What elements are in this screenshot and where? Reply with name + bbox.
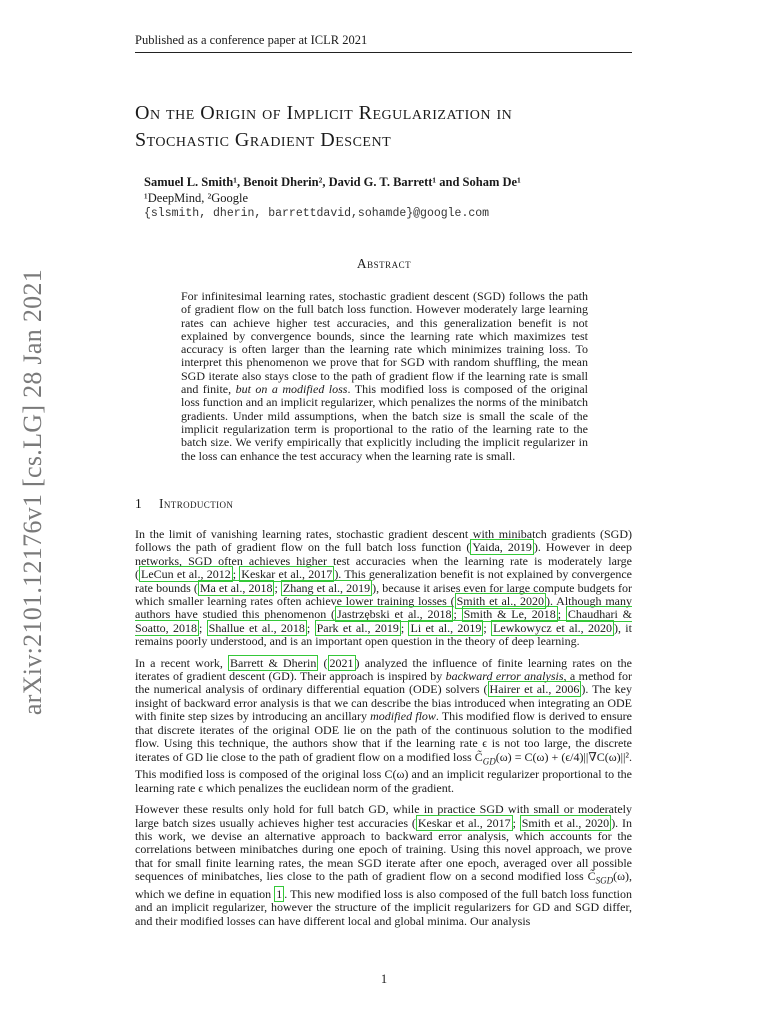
text: ; (483, 620, 492, 635)
body-text (135, 528, 632, 936)
text: ; (400, 620, 409, 635)
text: (ω), which we define in equation (135, 869, 632, 901)
section-title: Introduction (159, 496, 234, 511)
citation-link[interactable]: Keskar et al., 2017 (417, 815, 511, 830)
abstract-heading: Abstract (356, 256, 412, 271)
citation-link[interactable]: Jastrzębski et al., 2018 (337, 607, 452, 622)
text: ). However in deep networks, SGD often achieves higher test accuracies when the learning rate is moderately large ( (135, 540, 632, 582)
author-names: Samuel L. Smith¹, Benoit Dherin², David G. T. Barrett¹ and Soham De¹ (144, 175, 521, 189)
text: ), because it arises even for large compute budgets for which smaller learning rates often achieve lower training losses ( (135, 580, 633, 609)
arxiv-identifier-sidebar (4, 268, 62, 716)
text: ; (557, 607, 566, 622)
citation-link[interactable]: Smith & Le, 2018 (463, 607, 556, 622)
subscript: SGD (595, 875, 614, 886)
author-affiliations: ¹DeepMind, ²Google (144, 191, 249, 205)
text: ). This generalization benefit is not explained by convergence rate bounds ( (135, 567, 632, 595)
text: ; (198, 620, 207, 635)
citation-link[interactable]: Li et al., 2019 (410, 620, 482, 635)
citation-link[interactable]: Yaida, 2019 (472, 540, 532, 555)
subscript: GD (482, 755, 496, 766)
abstract-text: For infinitesimal learning rates, stochastic gradient descent (SGD) follows the path of gradient flow on the full batch loss function. However moderately large learning rates can achieve higher test accuracies, and this generalization benefit is not explained by convergence bounds, since the learning rate which maximizes test accuracy is often larger than the learning rate which minimizes training loss. To interpret this phenomenon we prove that for SGD with random shuffling, the mean SGD iterate also stays close to the path of gradient flow if the learning rate is small and finite, (181, 289, 588, 397)
title-line-1: On the Origin of Implicit Regularization in (135, 102, 513, 124)
citation-link[interactable]: Lewkowycz et al., 2020 (493, 620, 612, 635)
page-number: 1 (380, 972, 388, 986)
text: ; (453, 607, 462, 622)
italic-term: backward error analysis (445, 669, 564, 684)
text: . This new modified loss is also composed of the full batch loss function and an implicit regularizer, however the structure of the implicit regularizers for GD and SGD differ, and their modified losses can have different local and global minima. Our analysis (135, 886, 632, 928)
paragraph-2 (135, 657, 632, 795)
citation-link[interactable]: Zhang et al., 2019 (282, 580, 371, 595)
paper-title (135, 100, 655, 154)
arxiv-identifier: arXiv:2101.12176v1 [cs.LG] 28 Jan 2021 (18, 268, 47, 716)
text: However these results only hold for full batch GD, while in practice SGD with small or moderately large batch sizes usually achieves higher test accuracies ( (135, 802, 632, 830)
text: ). Although many authors have studied this phenomenon ( (135, 594, 632, 622)
citation-link[interactable]: Smith et al., 2020 (521, 815, 610, 830)
abstract-italic: but on a modified loss (235, 382, 348, 397)
text: ; (274, 580, 281, 595)
text: In a recent work, (135, 655, 228, 670)
citation-link[interactable]: Barrett & Dherin (230, 655, 317, 670)
text: ; (306, 620, 315, 635)
text: ), it remains poorly understood, and is an important open question in the theory of deep learning. (135, 620, 632, 649)
citation-link[interactable]: Keskar et al., 2017 (241, 567, 333, 582)
citation-link[interactable]: Hairer et al., 2006 (489, 682, 580, 697)
text: In the limit of vanishing learning rates, stochastic gradient descent with minibatch gradients (SGD) follows the path of gradient flow on the full batch loss function ( (135, 527, 632, 555)
citation-link[interactable]: Smith et al., 2020 (456, 594, 545, 609)
section-number: 1 (135, 496, 142, 511)
text: ). In this work, we devise an alternative approach to backward error analysis, which accounts for the correlations between minibatches during one epoch of training. Using this novel approach, we prove that for small finite learning rates, the mean SGD iterate after one epoch, averaged over all possible sequences of minibatches, lies close to the path of gradient flow on a second modified loss C̃ (135, 815, 632, 884)
text: ( (318, 655, 328, 670)
citation-link[interactable]: Shallue et al., 2018 (208, 620, 305, 635)
citation-link[interactable]: 2021 (329, 655, 354, 670)
citation-link[interactable]: Chaudhari & Soatto, 2018 (135, 607, 633, 635)
section-heading (135, 496, 632, 512)
author-email: {slsmith, dherin, barrettdavid,sohamde}@google.com (144, 207, 490, 220)
citation-link[interactable]: Ma et al., 2018 (199, 580, 273, 595)
paragraph-3 (135, 803, 632, 928)
title-line-2: Stochastic Gradient Descent (135, 129, 392, 151)
text: ; (512, 815, 520, 830)
citation-link[interactable]: LeCun et al., 2012 (141, 567, 231, 582)
paragraph-1 (135, 528, 632, 649)
text: ; (232, 567, 240, 582)
text: ). The key insight of backward error analysis is that we can describe the bias introduced when integrating an ODE with finite step sizes by introducing an ancillary (135, 682, 633, 724)
italic-term: modified flow (370, 709, 436, 724)
abstract-body (181, 290, 588, 463)
running-header: Published as a conference paper at ICLR 2021 (135, 33, 632, 53)
text: . This modified flow is derived to ensure that discrete iterates of the original ODE lie on the path of the continuous solution to the modified flow. Using this technique, the authors show that if the learning rate ϵ is not too large, the discrete iterates of GD lie close to the path of gradient flow on a modified loss C̃ (135, 709, 632, 764)
author-block (144, 174, 624, 222)
abstract-text: . This modified loss is composed of the original loss function and an implicit regularizer, which penalizes the norms of the minibatch gradients. Under mild assumptions, when the batch size is small the scale of the implicit regularization term is proportional to the ratio of the learning rate to the batch size. We verify empirically that explicitly including the implicit regularizer in the loss can enhance the test accuracy when the learning rate is small. (181, 382, 588, 463)
text: (ω) = C(ω) + (ϵ/4)||∇C(ω)||². This modified loss is composed of the original loss C(ω) and an implicit regularizer proportional to the learning rate ϵ which penalizes the euclidean norm of the gradient. (135, 749, 632, 795)
text: ) analyzed the influence of finite learning rates on the iterates of gradient descent (GD). Their approach is inspired by (135, 655, 632, 684)
equation-link[interactable]: 1 (276, 886, 283, 901)
citation-link[interactable]: Park et al., 2019 (316, 620, 399, 635)
text: , a method for the numerical analysis of ordinary differential equation (ODE) solvers ( (135, 669, 633, 697)
